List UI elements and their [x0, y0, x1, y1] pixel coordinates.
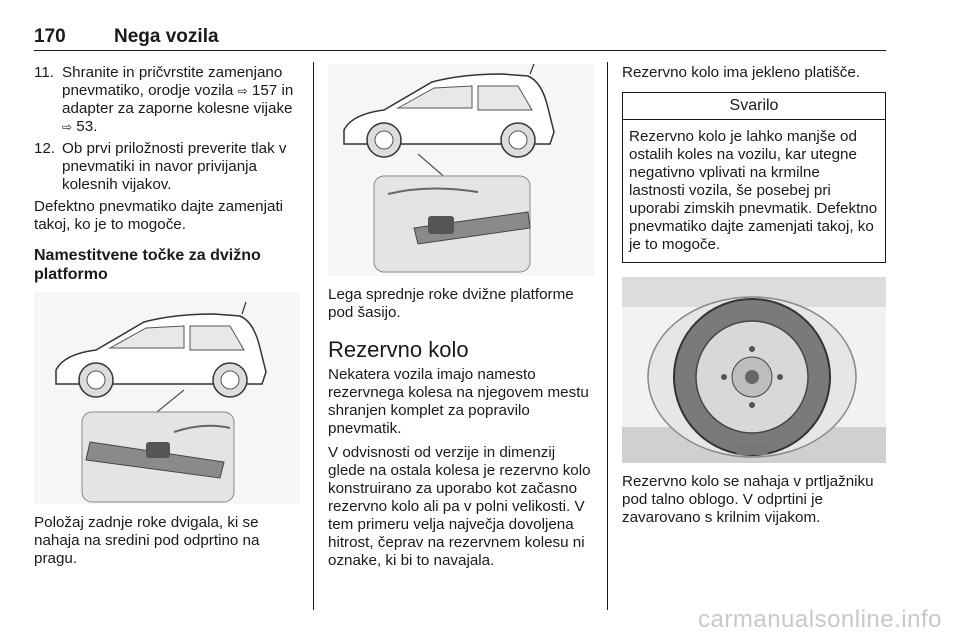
column-middle — [328, 64, 594, 576]
page-reference-link[interactable]: 53 — [76, 118, 94, 135]
step-text: . — [93, 118, 98, 135]
step-list — [34, 64, 300, 194]
paragraph: Rezervno kolo ima jekleno platišče. — [622, 64, 861, 81]
step-text: in adapter za zaporne kolesne vijake — [62, 82, 294, 117]
page-reference-icon: ⇨ — [62, 120, 73, 134]
warning-box — [622, 92, 886, 263]
paragraph: V odvisnosti od verzije in dimenzij glede na ostala kolesa je rezervno kolo konstruirano za uporabo kot začasno rezervno kolo ali pa v polni velikosti. V tem primeru velja največja dovoljena hitrost, čeprav na rezervnem kolesu ni oznake, ki bi to navajala. — [328, 444, 591, 569]
step-item — [34, 140, 300, 194]
column-right — [622, 64, 886, 533]
column-divider — [607, 62, 608, 610]
step-number: 12. — [34, 140, 56, 157]
page-reference-link[interactable]: 157 — [251, 82, 278, 99]
front-lift-point-illustration — [328, 64, 594, 276]
spare-wheel-illustration — [622, 277, 886, 463]
paragraph: Defektno pnevmatiko dajte zamenjati takoj, ko je to mogoče. — [34, 198, 284, 233]
column-divider — [313, 62, 314, 610]
page-reference-icon: ⇨ — [237, 84, 248, 98]
page-number: 170 — [34, 26, 66, 47]
step-item — [34, 64, 300, 136]
step-number: 11. — [34, 64, 54, 81]
figure-caption: Rezervno kolo se nahaja v prtljažniku pod talno oblogo. V odprtini je zavarovano s krilnim vijakom. — [622, 473, 874, 526]
step-text: Shranite in pričvrstite zamenjano pnevmatiko, orodje vozila — [62, 64, 283, 99]
warning-title: Svarilo — [623, 93, 885, 120]
rear-lift-point-illustration — [34, 292, 300, 504]
section-heading: Rezervno kolo — [328, 337, 469, 362]
figure-caption: Položaj zadnje roke dvigala, ki se nahaja na sredini pod odprtino na pragu. — [34, 514, 260, 567]
column-left — [34, 64, 300, 574]
section-heading: Namestitvene točke za dvižno platformo — [34, 247, 261, 283]
chapter-title: Nega vozila — [114, 26, 219, 47]
page-header — [34, 22, 886, 51]
paragraph: Nekatera vozila imajo namesto rezervnega kolesa na njegovem mestu shranjen komplet za popravilo pnevmatik. — [328, 366, 589, 437]
figure-caption: Lega sprednje roke dvižne platforme pod šasijo. — [328, 286, 574, 321]
step-text: Ob prvi priložnosti preverite tlak v pnevmatiki in navor privijanja kolesnih vijakov. — [62, 140, 287, 193]
warning-text: Rezervno kolo je lahko manjše od ostalih koles na vozilu, kar utegne negativno vplivati na krmilne lastnosti vozila, še posebej pri uporabi zimskih pnevmatik. Defektno pnevmatiko dajte zamenjati takoj, ko je to mogoče. — [629, 128, 878, 253]
watermark: carmanualsonline.info — [698, 606, 942, 633]
